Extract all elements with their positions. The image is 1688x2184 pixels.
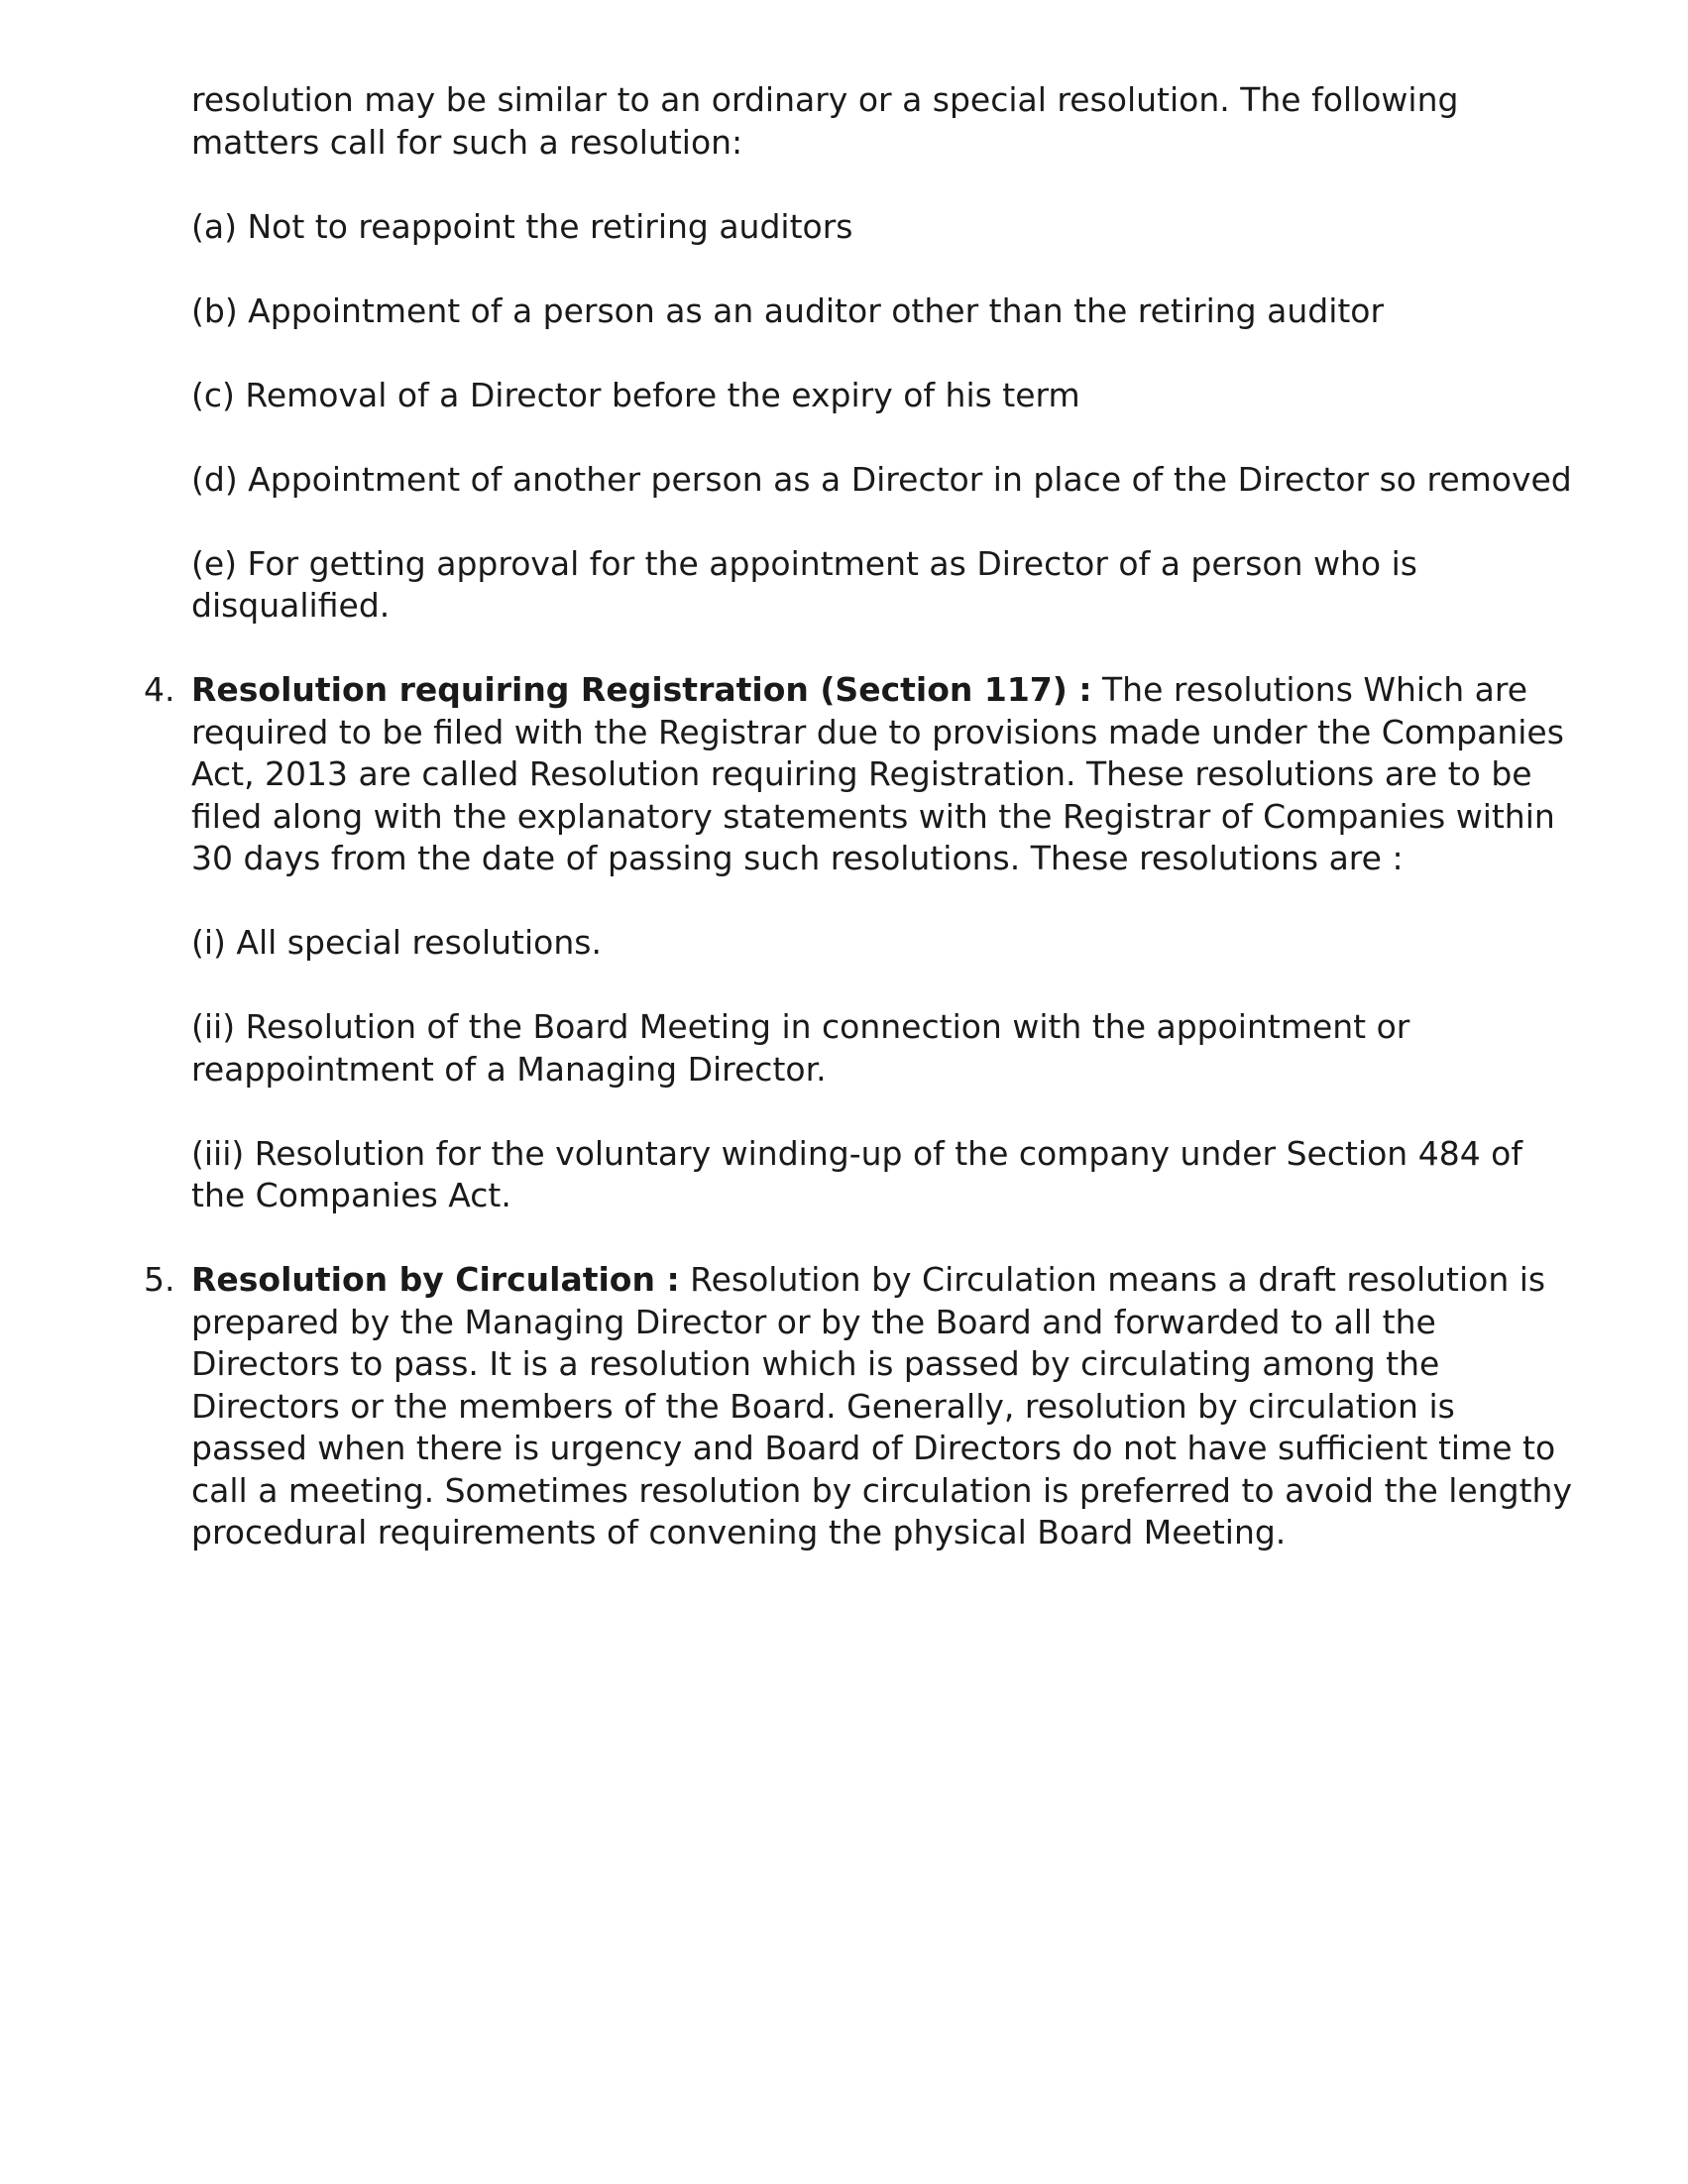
item-5-body: Resolution by Circulation means a draft resolution is prepared by the Managing Director or by the Board and forwarded to all the Directors to pass. It is a resolution which is passed by circulating among the Directors or the members of the Board. Generally, resolution by circulation is passed when there is urgency and Board of Directors do not have sufficient time to call a meeting. Sometimes resolution by circulation is preferred to avoid the lengthy procedural requirements of convening the physical Board Meeting. bbox=[191, 1260, 1572, 1552]
list-number: 5. bbox=[144, 1260, 175, 1299]
matter-d: (d) Appointment of another person as a Director in place of the Director so removed bbox=[191, 459, 1572, 499]
item-4-paragraph bbox=[191, 669, 1579, 880]
matter-b: (b) Appointment of a person as an auditor other than the retiring auditor bbox=[191, 290, 1385, 330]
list-number: 4. bbox=[144, 670, 175, 709]
item-4-subitem-ii: (ii) Resolution of the Board Meeting in connection with the appointment or reappointment of a Managing Director. bbox=[191, 1007, 1410, 1089]
item-4-subitem-i: (i) All special resolutions. bbox=[191, 923, 602, 962]
matter-a: (a) Not to reappoint the retiring auditors bbox=[191, 206, 853, 246]
list-item-4 bbox=[144, 669, 1579, 1217]
item-4-heading: Resolution requiring Registration (Section 117) : bbox=[191, 670, 1092, 709]
list-item-5 bbox=[144, 1259, 1579, 1554]
document-content bbox=[144, 79, 1579, 1596]
matter-e: (e) For getting approval for the appointment as Director of a person who is disqualified. bbox=[191, 543, 1417, 625]
item-4-body: The resolutions Which are required to be filed with the Registrar due to provisions made under the Companies Act, 2013 are called Resolution requiring Registration. These resolutions are to be filed along with the explanatory statements with the Registrar of Companies within 30 days from the date of passing such resolutions. These resolutions are : bbox=[191, 670, 1564, 877]
matter-c: (c) Removal of a Director before the expiry of his term bbox=[191, 375, 1080, 414]
item-5-heading: Resolution by Circulation : bbox=[191, 1260, 680, 1299]
item-4-subitem-iii: (iii) Resolution for the voluntary winding-up of the company under Section 484 of the Companies Act. bbox=[191, 1133, 1522, 1214]
item-5-paragraph bbox=[191, 1259, 1579, 1554]
intro-paragraph: resolution may be similar to an ordinary or a special resolution. The following matters call for such a resolution: bbox=[191, 80, 1459, 162]
